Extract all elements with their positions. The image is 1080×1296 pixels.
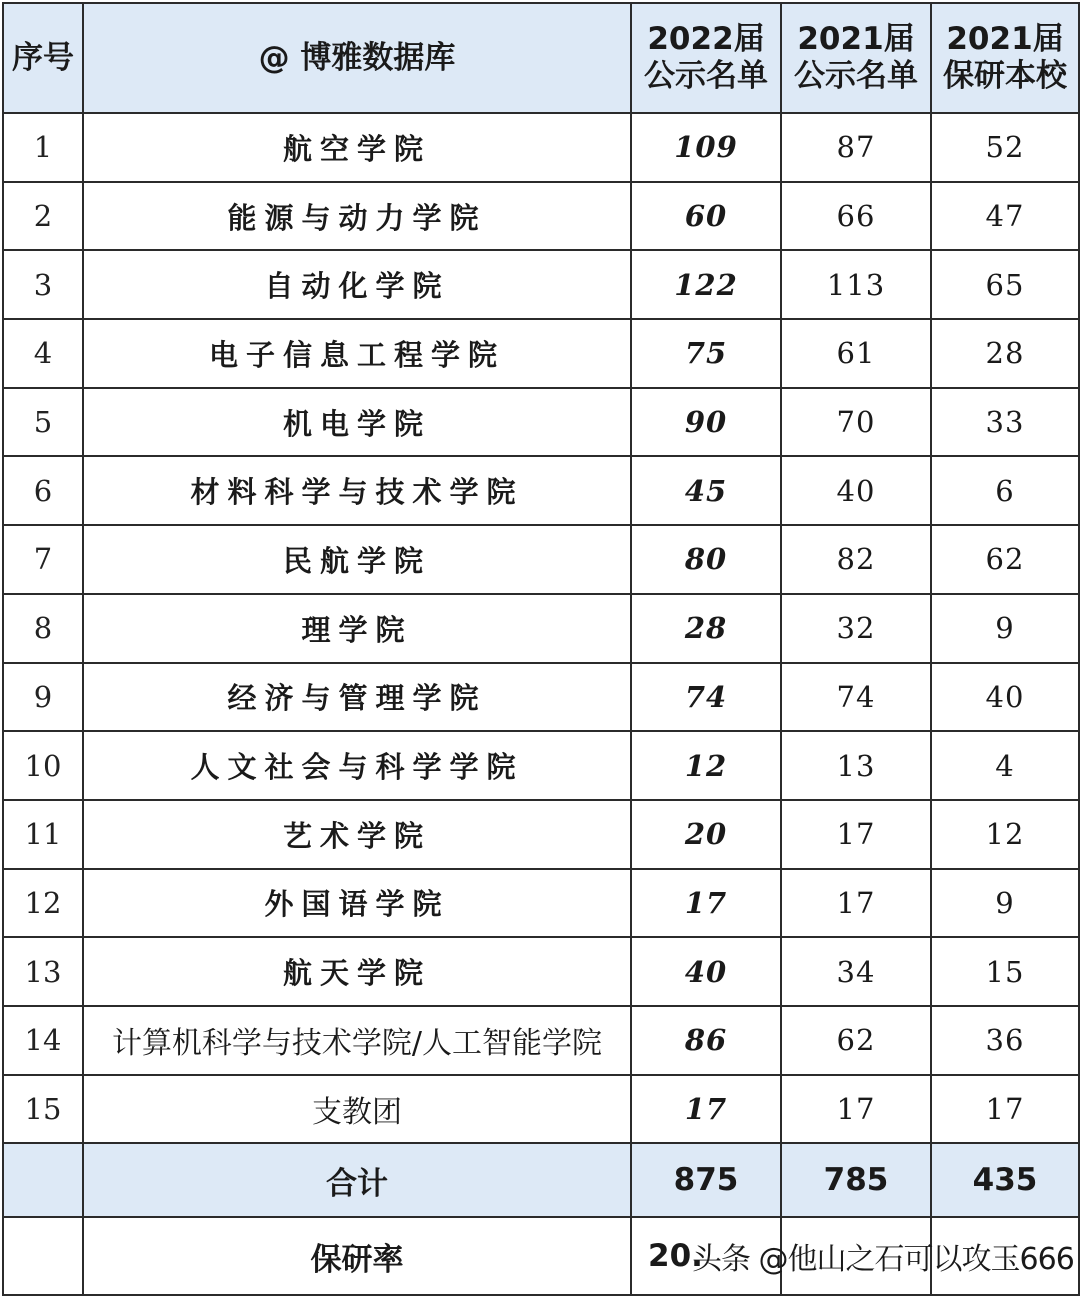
header-2021-self-line2: 保研本校: [943, 58, 1067, 94]
count-2022: 109: [631, 113, 781, 182]
table-row: [3, 869, 1079, 938]
table-row: [3, 663, 1079, 732]
row-index: 3: [3, 250, 83, 319]
count-2021: 32: [781, 594, 931, 663]
count-2021: 82: [781, 525, 931, 594]
table-row: [3, 182, 1079, 251]
rate-2022: 20.: [631, 1217, 781, 1295]
count-2022: 40: [631, 937, 781, 1006]
self-2021: 62: [931, 525, 1079, 594]
count-2021: 66: [781, 182, 931, 251]
row-index: 7: [3, 525, 83, 594]
self-2021: 15: [931, 937, 1079, 1006]
header-2021-self: [931, 3, 1079, 113]
row-index: 12: [3, 869, 83, 938]
self-2021: 28: [931, 319, 1079, 388]
row-index: 9: [3, 663, 83, 732]
college-name: 电子信息工程学院: [83, 319, 631, 388]
count-2021: 17: [781, 869, 931, 938]
table-row: [3, 1075, 1079, 1144]
header-2022-list-line2: 公示名单: [644, 58, 768, 94]
row-index: 5: [3, 388, 83, 457]
count-2021: 113: [781, 250, 931, 319]
watermark: 头条 @他山之石可以攻玉666: [692, 1242, 1074, 1277]
table-row: [3, 731, 1079, 800]
count-2022: 28: [631, 594, 781, 663]
self-2021: 12: [931, 800, 1079, 869]
total-idx-cell: [3, 1143, 83, 1217]
count-2021: 40: [781, 456, 931, 525]
self-2021: 9: [931, 869, 1079, 938]
table-row: [3, 1006, 1079, 1075]
total-label: 合计: [83, 1143, 631, 1217]
self-2021: 6: [931, 456, 1079, 525]
college-name: 经济与管理学院: [83, 663, 631, 732]
table-row: [3, 800, 1079, 869]
count-2022: 45: [631, 456, 781, 525]
college-name: 理学院: [83, 594, 631, 663]
header-2021-list: [781, 3, 931, 113]
college-name: 计算机科学与技术学院/人工智能学院: [83, 1006, 631, 1075]
count-2021: 17: [781, 1075, 931, 1144]
row-index: 15: [3, 1075, 83, 1144]
college-name: 自动化学院: [83, 250, 631, 319]
count-2022: 17: [631, 869, 781, 938]
table-row: [3, 319, 1079, 388]
row-index: 4: [3, 319, 83, 388]
header-2021-self-line1: 2021届: [946, 21, 1064, 57]
header-2021-list-line1: 2021届: [797, 21, 915, 57]
self-2021: 40: [931, 663, 1079, 732]
count-2021: 70: [781, 388, 931, 457]
table-row: [3, 456, 1079, 525]
count-2021: 13: [781, 731, 931, 800]
college-name: 支教团: [83, 1075, 631, 1144]
self-2021: 33: [931, 388, 1079, 457]
count-2022: 12: [631, 731, 781, 800]
table-row: [3, 250, 1079, 319]
self-2021: 17: [931, 1075, 1079, 1144]
row-index: 11: [3, 800, 83, 869]
college-name: 能源与动力学院: [83, 182, 631, 251]
college-name: 航天学院: [83, 937, 631, 1006]
college-name: 航空学院: [83, 113, 631, 182]
total-2021: 785: [781, 1143, 931, 1217]
header-2022-list-line1: 2022届: [647, 21, 765, 57]
row-index: 13: [3, 937, 83, 1006]
count-2021: 34: [781, 937, 931, 1006]
table-row: [3, 937, 1079, 1006]
row-index: 14: [3, 1006, 83, 1075]
self-2021: 47: [931, 182, 1079, 251]
header-2022-list: [631, 3, 781, 113]
college-name: 机电学院: [83, 388, 631, 457]
table-row: [3, 113, 1079, 182]
row-index: 2: [3, 182, 83, 251]
count-2021: 61: [781, 319, 931, 388]
self-2021: 9: [931, 594, 1079, 663]
count-2022: 20: [631, 800, 781, 869]
count-2022: 60: [631, 182, 781, 251]
count-2022: 75: [631, 319, 781, 388]
rate-label: 保研率: [83, 1217, 631, 1295]
header-row: [3, 3, 1079, 113]
header-2021-list-line2: 公示名单: [794, 58, 918, 94]
row-index: 1: [3, 113, 83, 182]
count-2022: 80: [631, 525, 781, 594]
count-2021: 87: [781, 113, 931, 182]
count-2022: 17: [631, 1075, 781, 1144]
self-2021: 36: [931, 1006, 1079, 1075]
quota-table: [2, 2, 1080, 1296]
self-2021: 65: [931, 250, 1079, 319]
row-index: 8: [3, 594, 83, 663]
count-2021: 17: [781, 800, 931, 869]
count-2022: 74: [631, 663, 781, 732]
college-name: 材料科学与技术学院: [83, 456, 631, 525]
header-name: @ 博雅数据库: [83, 3, 631, 113]
table-row: [3, 388, 1079, 457]
count-2022: 122: [631, 250, 781, 319]
header-idx: 序号: [3, 3, 83, 113]
count-2022: 90: [631, 388, 781, 457]
count-2021: 62: [781, 1006, 931, 1075]
row-index: 6: [3, 456, 83, 525]
table-row: [3, 525, 1079, 594]
college-name: 外国语学院: [83, 869, 631, 938]
college-name: 人文社会与科学学院: [83, 731, 631, 800]
college-name: 民航学院: [83, 525, 631, 594]
count-2021: 74: [781, 663, 931, 732]
table-row: [3, 594, 1079, 663]
row-index: 10: [3, 731, 83, 800]
rate-idx-cell: [3, 1217, 83, 1295]
total-self-2021: 435: [931, 1143, 1079, 1217]
self-2021: 52: [931, 113, 1079, 182]
college-name: 艺术学院: [83, 800, 631, 869]
total-2022: 875: [631, 1143, 781, 1217]
total-row: [3, 1143, 1079, 1217]
count-2022: 86: [631, 1006, 781, 1075]
self-2021: 4: [931, 731, 1079, 800]
